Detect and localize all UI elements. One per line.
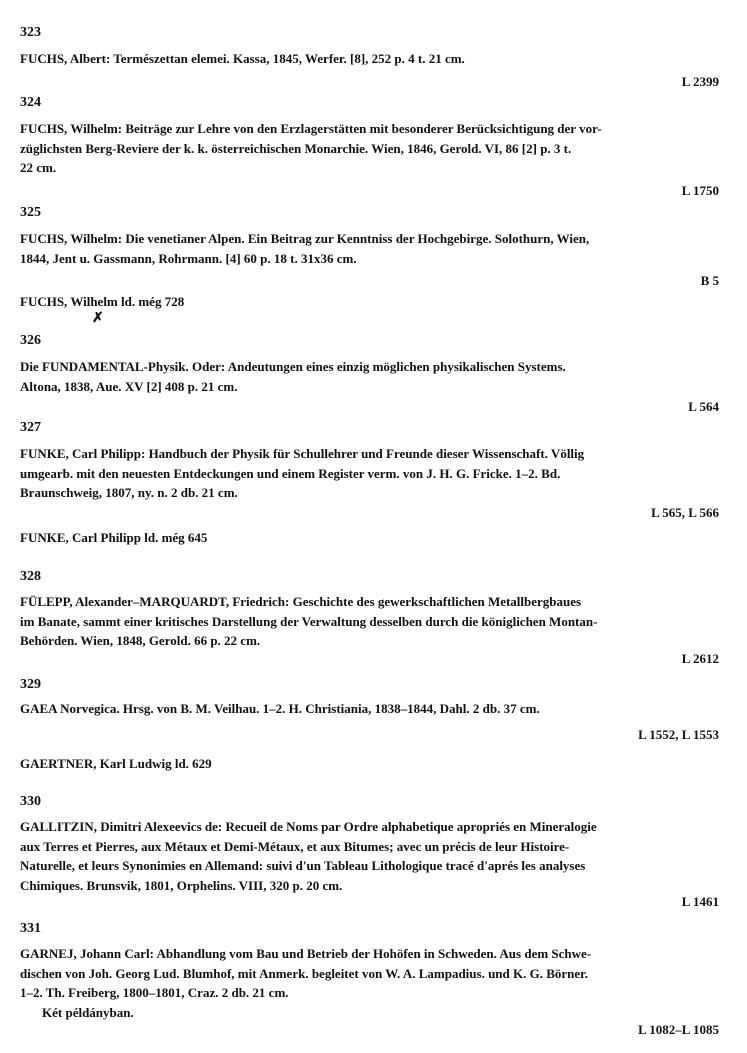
location-code: L 2612 xyxy=(681,651,719,666)
entry-text xyxy=(20,119,720,178)
entry-text xyxy=(20,699,720,719)
entry-number: 329 xyxy=(20,677,41,692)
entry-line: FÜLEPP, Alexander–MARQUARDT, Friedrich: Geschichte des gewerkschaftlichen Metallbergbaues xyxy=(20,594,582,609)
location-code: L 1082–L 1085 xyxy=(638,1022,719,1037)
location-code: L 1750 xyxy=(681,183,719,198)
entry-line: Behörden. Wien, 1848, Gerold. 66 p. 22 cm. xyxy=(20,633,261,648)
entry-text xyxy=(20,49,720,69)
entry-text xyxy=(20,592,720,651)
cross-reference: FUCHS, Wilhelm ld. még 728 xyxy=(20,294,185,309)
entry-line: 22 cm. xyxy=(20,160,57,175)
entry-line: GARNEJ, Johann Carl: Abhandlung vom Bau und Betrieb der Hohöfen in Schweden. Aus dem Schwe- xyxy=(20,946,592,961)
entry-line: umgearb. mit den neuesten Entdeckungen und einem Register verm. von J. H. G. Fricke. 1–2. Bd. xyxy=(20,465,561,481)
entry-text xyxy=(20,817,720,895)
entry-number: 331 xyxy=(20,921,41,936)
entry-line: FUNKE, Carl Philipp: Handbuch der Physik für Schullehrer und Freunde dieser Wissenschaft. Völlig xyxy=(20,446,585,461)
location-code: L 564 xyxy=(688,399,719,414)
entry-text xyxy=(20,444,720,503)
entry-line: Naturelle, et leurs Synonimies en Allemand: suivi d'un Tableau Lithologique tracé d'aprés les analyses xyxy=(20,858,586,873)
entry-line: im Banate, sammt einer kritisches Darstellung der Verwaltung desselben durch die königlichen Montan- xyxy=(20,613,598,629)
entry-number: 326 xyxy=(20,333,41,348)
entry-note: Két példányban. xyxy=(42,1004,134,1020)
entry-line: GAEA Norvegica. Hrsg. von B. M. Veilhau. 1–2. H. Christiania, 1838–1844, Dahl. 2 db. 37 cm. xyxy=(20,701,540,716)
entry-number: 328 xyxy=(20,569,41,584)
entry-line: 1844, Jent u. Gassmann, Rohrmann. [4] 60 p. 18 t. 31x36 cm. xyxy=(20,250,357,266)
entry-text xyxy=(20,944,720,1022)
entry-line: FUCHS, Wilhelm: Die venetianer Alpen. Ein Beitrag zur Kenntniss der Hochgebirge. Solothurn, Wien, xyxy=(20,231,590,246)
entry-number: 324 xyxy=(20,95,41,110)
entry-line: FUCHS, Albert: Természettan elemei. Kassa, 1845, Werfer. [8], 252 p. 4 t. 21 cm. xyxy=(20,51,465,66)
entry-line: Chimiques. Brunsvik, 1801, Orphelins. VIII, 320 p. 20 cm. xyxy=(20,877,343,893)
location-code: L 1552, L 1553 xyxy=(638,727,719,742)
entry-text xyxy=(20,357,720,396)
location-code: L 2399 xyxy=(681,74,719,89)
entry-number: 323 xyxy=(20,25,41,40)
location-code: L 1461 xyxy=(681,894,719,909)
location-code: B 5 xyxy=(700,273,719,288)
cross-reference: FUNKE, Carl Philipp ld. még 645 xyxy=(20,530,208,545)
entry-number: 327 xyxy=(20,420,41,435)
location-code: L 565, L 566 xyxy=(651,505,719,520)
entry-line: FUCHS, Wilhelm: Beiträge zur Lehre von den Erzlagerstätten mit besonderer Berücksichtigung der vor- xyxy=(20,121,602,136)
entry-line: dischen von Joh. Georg Lud. Blumhof, mit Anmerk. begleitet von W. A. Lampadius. und K. G. Börner. xyxy=(20,965,589,981)
entry-line: züglichsten Berg-Reviere der k. k. österreichischen Monarchie. Wien, 1846, Gerold. VI, 86 [2] p. 3 t. xyxy=(20,140,572,156)
entry-number: 330 xyxy=(20,794,41,809)
entry-line: Die FUNDAMENTAL-Physik. Oder: Andeutungen eines einzig möglichen physikalischen Systems. xyxy=(20,359,566,374)
handwritten-mark: ✗ xyxy=(92,311,104,326)
entry-text xyxy=(20,229,720,268)
entry-line: GALLITZIN, Dimitri Alexeevics de: Recueil de Noms par Ordre alphabetique apropriés en Mineralogie xyxy=(20,819,597,834)
entry-number: 325 xyxy=(20,205,41,220)
entry-line: aux Terres et Pierres, aux Métaux et Demi-Métaux, et aux Bitumes; avec un précis de leur Histoire- xyxy=(20,838,570,854)
entry-line: Braunschweig, 1807, ny. n. 2 db. 21 cm. xyxy=(20,485,238,500)
entry-line: 1–2. Th. Freiberg, 1800–1801, Craz. 2 db. 21 cm. xyxy=(20,985,289,1000)
entry-line: Altona, 1838, Aue. XV [2] 408 p. 21 cm. xyxy=(20,378,238,394)
cross-reference: GAERTNER, Karl Ludwig ld. 629 xyxy=(20,756,212,771)
